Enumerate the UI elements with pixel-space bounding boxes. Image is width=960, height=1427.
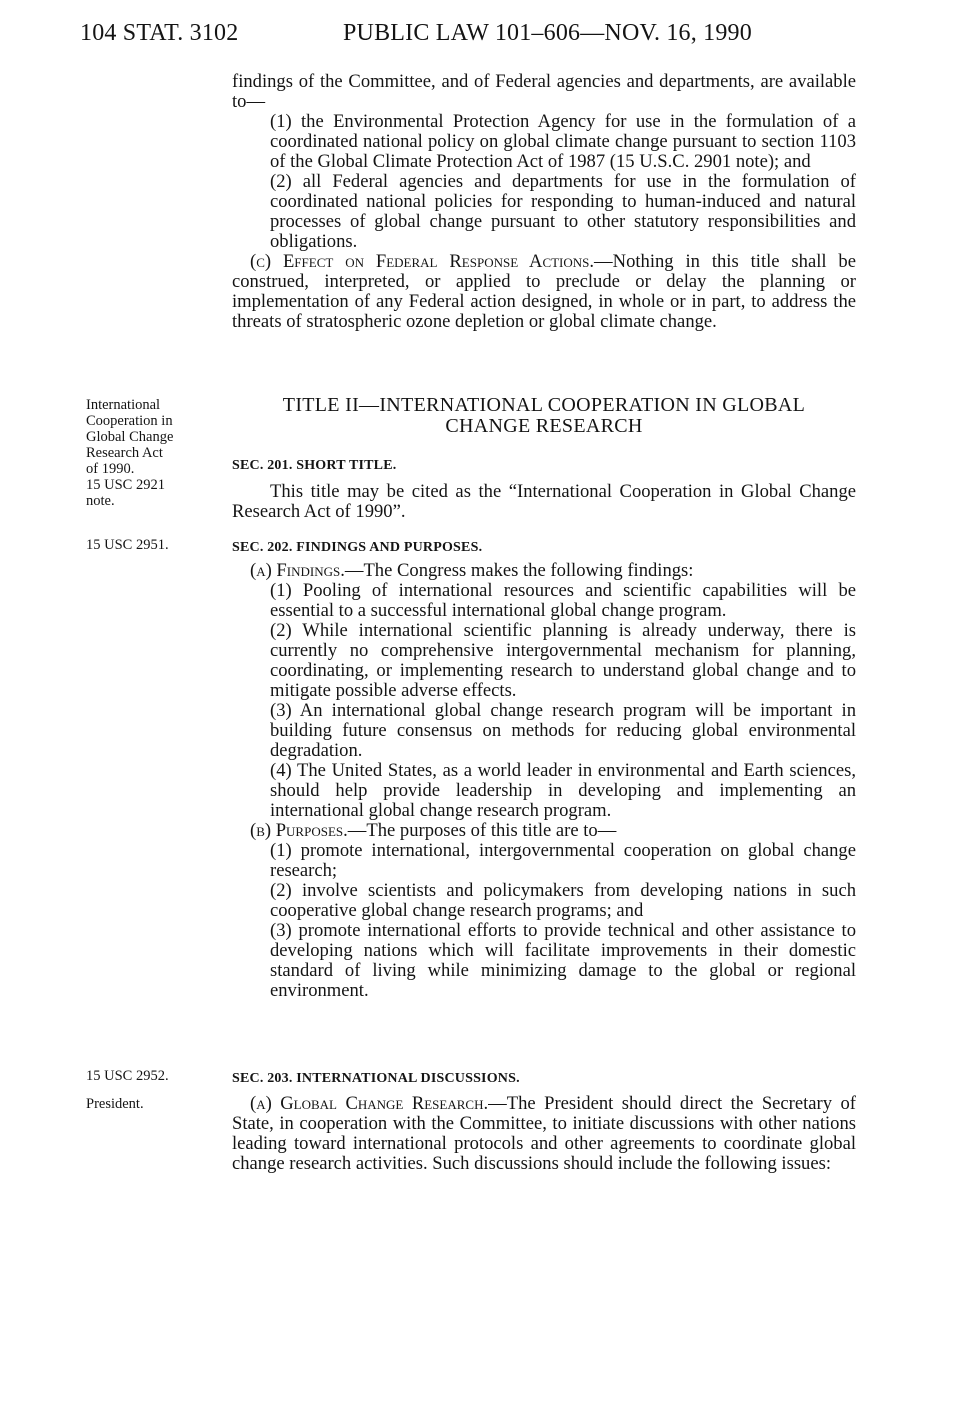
section-203-body (232, 1094, 856, 1174)
finding-1: (1) Pooling of international resources and scientific capabilities will be essential to a successful international global change program. (270, 580, 856, 621)
margin-note-line: Cooperation in (86, 413, 173, 429)
page-header-stat: 104 STAT. 3102 (80, 20, 239, 46)
purposes-heading: (b) Purposes. (250, 820, 348, 841)
page-header-law: PUBLIC LAW 101–606—NOV. 16, 1990 (343, 20, 752, 46)
finding-4: (4) The United States, as a world leader in environmental and Earth sciences, should help provide leadership in developing and implementing an international global change research program. (270, 760, 856, 821)
global-change-research-heading: (a) Global Change Research. (250, 1093, 489, 1114)
margin-note-line: note. (86, 493, 115, 509)
purposes-intro-text: —The purposes of this title are to— (347, 820, 617, 841)
findings-heading: (a) Findings. (250, 560, 345, 581)
finding-3: (3) An international global change research program will be important in building future consensus on methods for reducing global environmental degradation. (270, 700, 856, 761)
purpose-3: (3) promote international efforts to provide technical and other assistance to developing nations which will facilitate improvements in their domestic standard of living while minimizing damage to the global or regional environment. (270, 920, 856, 1001)
section-201-body (232, 482, 856, 522)
purposes-intro (232, 821, 856, 841)
purpose-2: (2) involve scientists and policymakers from developing nations in such cooperative global change research programs; and (270, 880, 856, 921)
margin-note-line: International (86, 397, 161, 413)
section-203-heading: SEC. 203. INTERNATIONAL DISCUSSIONS. (232, 1071, 520, 1086)
margin-note-usc-2951: 15 USC 2951. (86, 537, 169, 553)
global-change-research-text: —The President should direct the Secretary of State, in cooperation with the Committee, to initiate discussions with other nations leading toward international protocols and other agreements to coordinate global change research activities. Such discussions should include the following issues: (232, 1093, 856, 1174)
section-201-heading: SEC. 201. SHORT TITLE. (232, 458, 397, 473)
title-ii-heading (232, 395, 856, 437)
section-201 (232, 456, 856, 476)
margin-note-line: of 1990. (86, 461, 135, 477)
title-ii-line-1: TITLE II—INTERNATIONAL COOPERATION IN GLOBAL (282, 394, 806, 416)
purpose-1: (1) promote international, intergovernmental cooperation on global change research; (270, 840, 856, 881)
margin-note-short-title (86, 397, 211, 509)
title-ii-line-2: CHANGE RESEARCH (445, 415, 643, 437)
global-change-research-paragraph (232, 1094, 856, 1174)
margin-note-line: 15 USC 2921 (86, 477, 165, 493)
subsection-c (232, 252, 856, 332)
continuation-block (232, 72, 856, 332)
section-203 (232, 1069, 856, 1089)
finding-2: (2) While international scientific planning is already underway, there is currently no comprehensive intergovernmental mechanism for planning, coordinating, or implementing research to understand global change and to mitigate possible adverse effects. (270, 620, 856, 701)
availability-item-2: (2) all Federal agencies and departments for use in the formulation of coordinated national policies for responding to human-induced and natural processes of global change pursuant to other statutory responsibilities and obligations. (270, 171, 856, 252)
availability-item-1: (1) the Environmental Protection Agency for use in the formulation of a coordinated national policy on global climate change pursuant to section 1103 of the Global Climate Protection Act of 1987 (15 U.S.C. 2901 note); and (270, 111, 856, 172)
margin-note-line: Global Change (86, 429, 174, 445)
short-title-paragraph: This title may be cited as the “International Cooperation in Global Change Research Act of 1990”. (232, 481, 856, 522)
section-202-heading: SEC. 202. FINDINGS AND PURPOSES. (232, 540, 483, 555)
subsection-c-text: —Nothing in this title shall be construed, interpreted, or applied to preclude or delay the planning or implementation of any Federal action designed, in whole or in part, to address the threats of stratospheric ozone depletion or global climate change. (232, 251, 856, 332)
section-202-body (232, 561, 856, 1001)
section-202 (232, 538, 856, 558)
margin-note-usc-2952: 15 USC 2952. (86, 1068, 169, 1084)
intro-paragraph: findings of the Committee, and of Federal agencies and departments, are available to— (232, 71, 856, 112)
subsection-c-heading: (c) Effect on Federal Response Actions. (250, 251, 595, 272)
findings-intro (232, 561, 856, 581)
findings-intro-text: —The Congress makes the following findings: (344, 560, 694, 581)
margin-note-line: Research Act (86, 445, 163, 461)
margin-note-president: President. (86, 1096, 144, 1112)
